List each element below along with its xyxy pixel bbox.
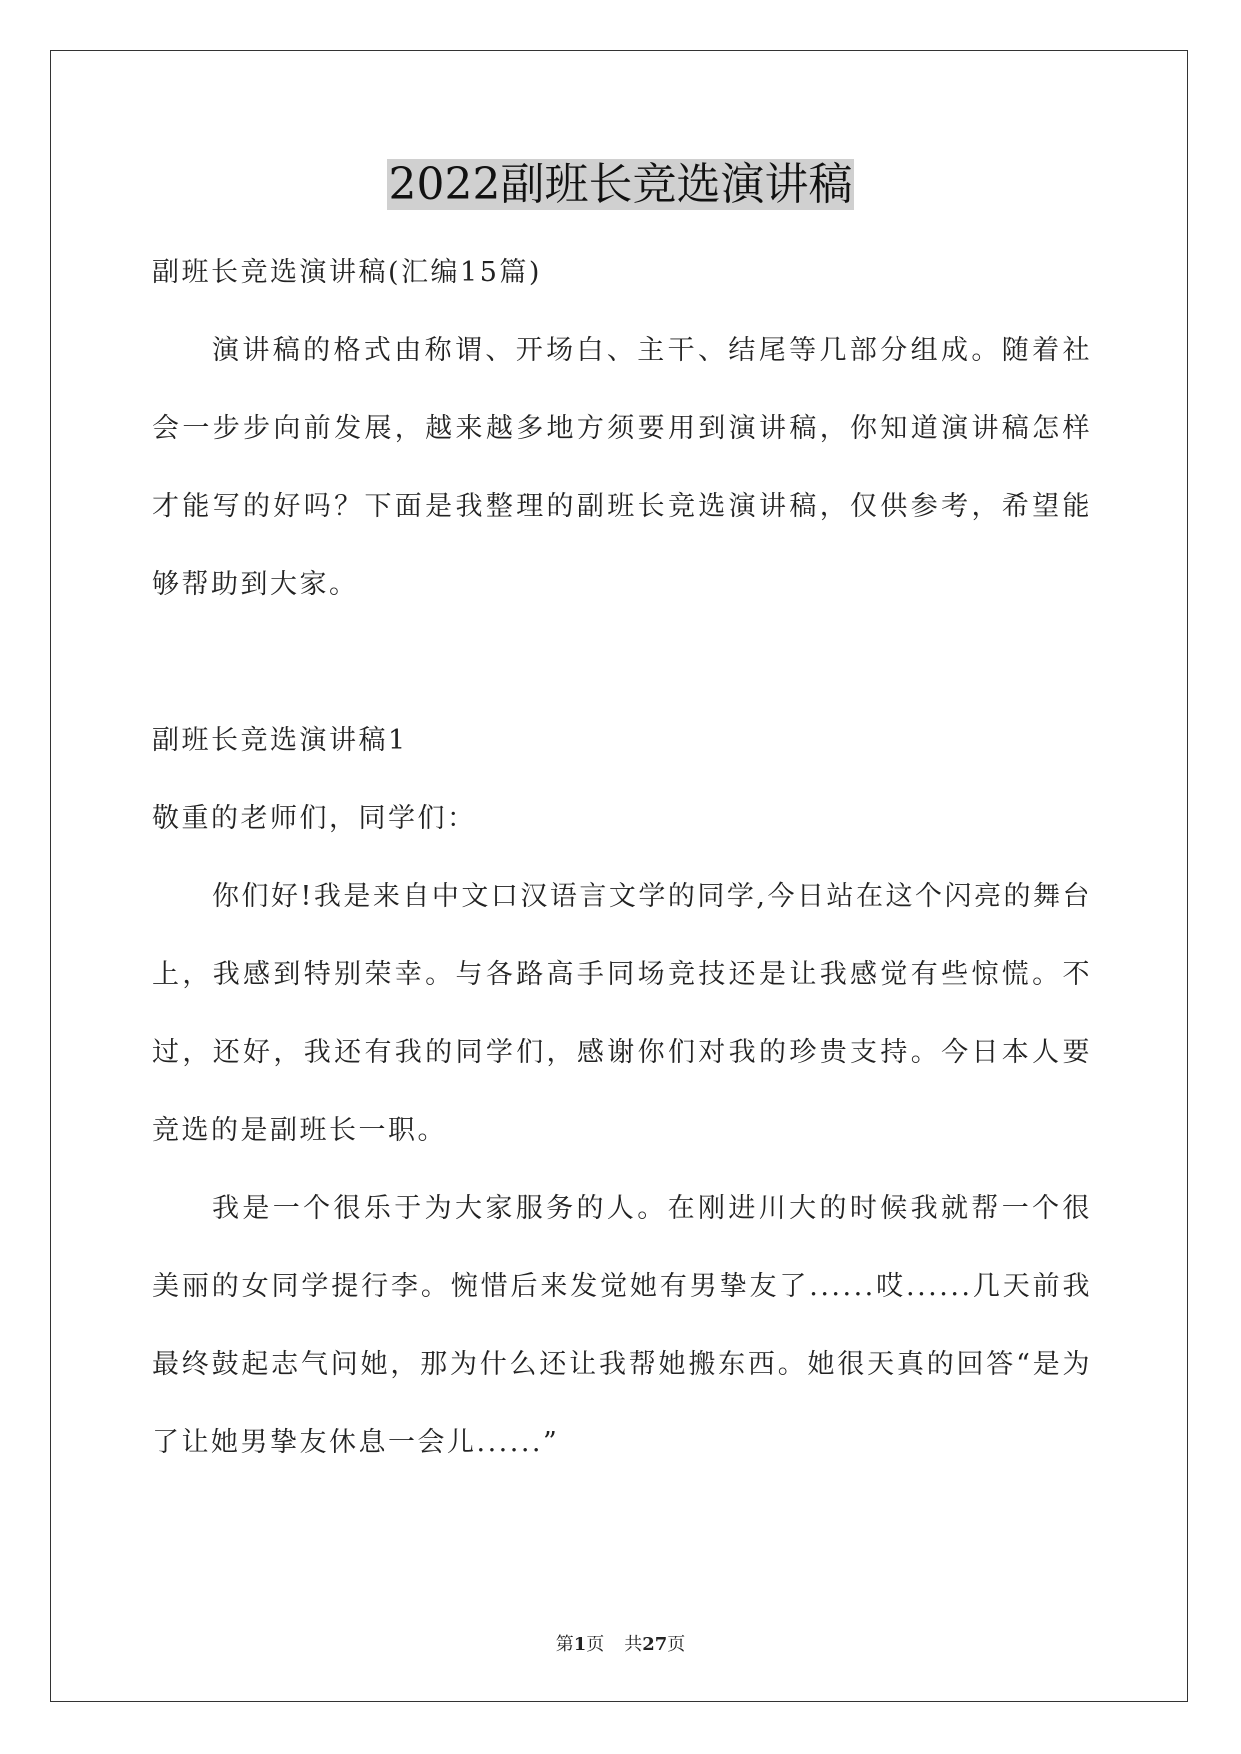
body-paragraph-1: 你们好!我是来自中文口汉语言文学的同学,今日站在这个闪亮的舞台上，我感到特别荣幸。与各路高手同场竞技还是让我感觉有些惊慌。不过，还好，我还有我的同学们，感谢你们对我的珍贵支持。今日本人要竞选的是副班长一职。 [152, 881, 1092, 1146]
section-heading: 副班长竞选演讲稿1 [152, 725, 408, 756]
current-page-number: 1 [573, 1634, 587, 1655]
greeting-line: 敬重的老师们，同学们： [152, 803, 477, 834]
document-title-text: 2022副班长竞选演讲稿 [388, 159, 853, 210]
total-page-count: 27 [642, 1634, 668, 1655]
total-prefix: 共 [624, 1634, 643, 1655]
document-body [152, 234, 1092, 1482]
page-footer [0, 1630, 1241, 1656]
page-prefix: 第 [555, 1634, 574, 1655]
total-suffix: 页 [667, 1634, 686, 1655]
document-subtitle: 副班长竞选演讲稿(汇编15篇) [152, 257, 542, 288]
body-paragraph-2: 我是一个很乐于为大家服务的人。在刚进川大的时候我就帮一个很美丽的女同学提行李。惋惜后来发觉她有男挚友了......哎......几天前我最终鼓起志气问她，那为什么还让我帮她搬东西。她很天真的回答“是为了让她男挚友休息一会儿......” [152, 1193, 1092, 1458]
intro-paragraph: 演讲稿的格式由称谓、开场白、主干、结尾等几部分组成。随着社会一步步向前发展，越来越多地方须要用到演讲稿，你知道演讲稿怎样才能写的好吗？下面是我整理的副班长竞选演讲稿，仅供参考，希望能够帮助到大家。 [152, 335, 1092, 600]
document-title [0, 155, 1241, 215]
page-suffix: 页 [586, 1634, 605, 1655]
